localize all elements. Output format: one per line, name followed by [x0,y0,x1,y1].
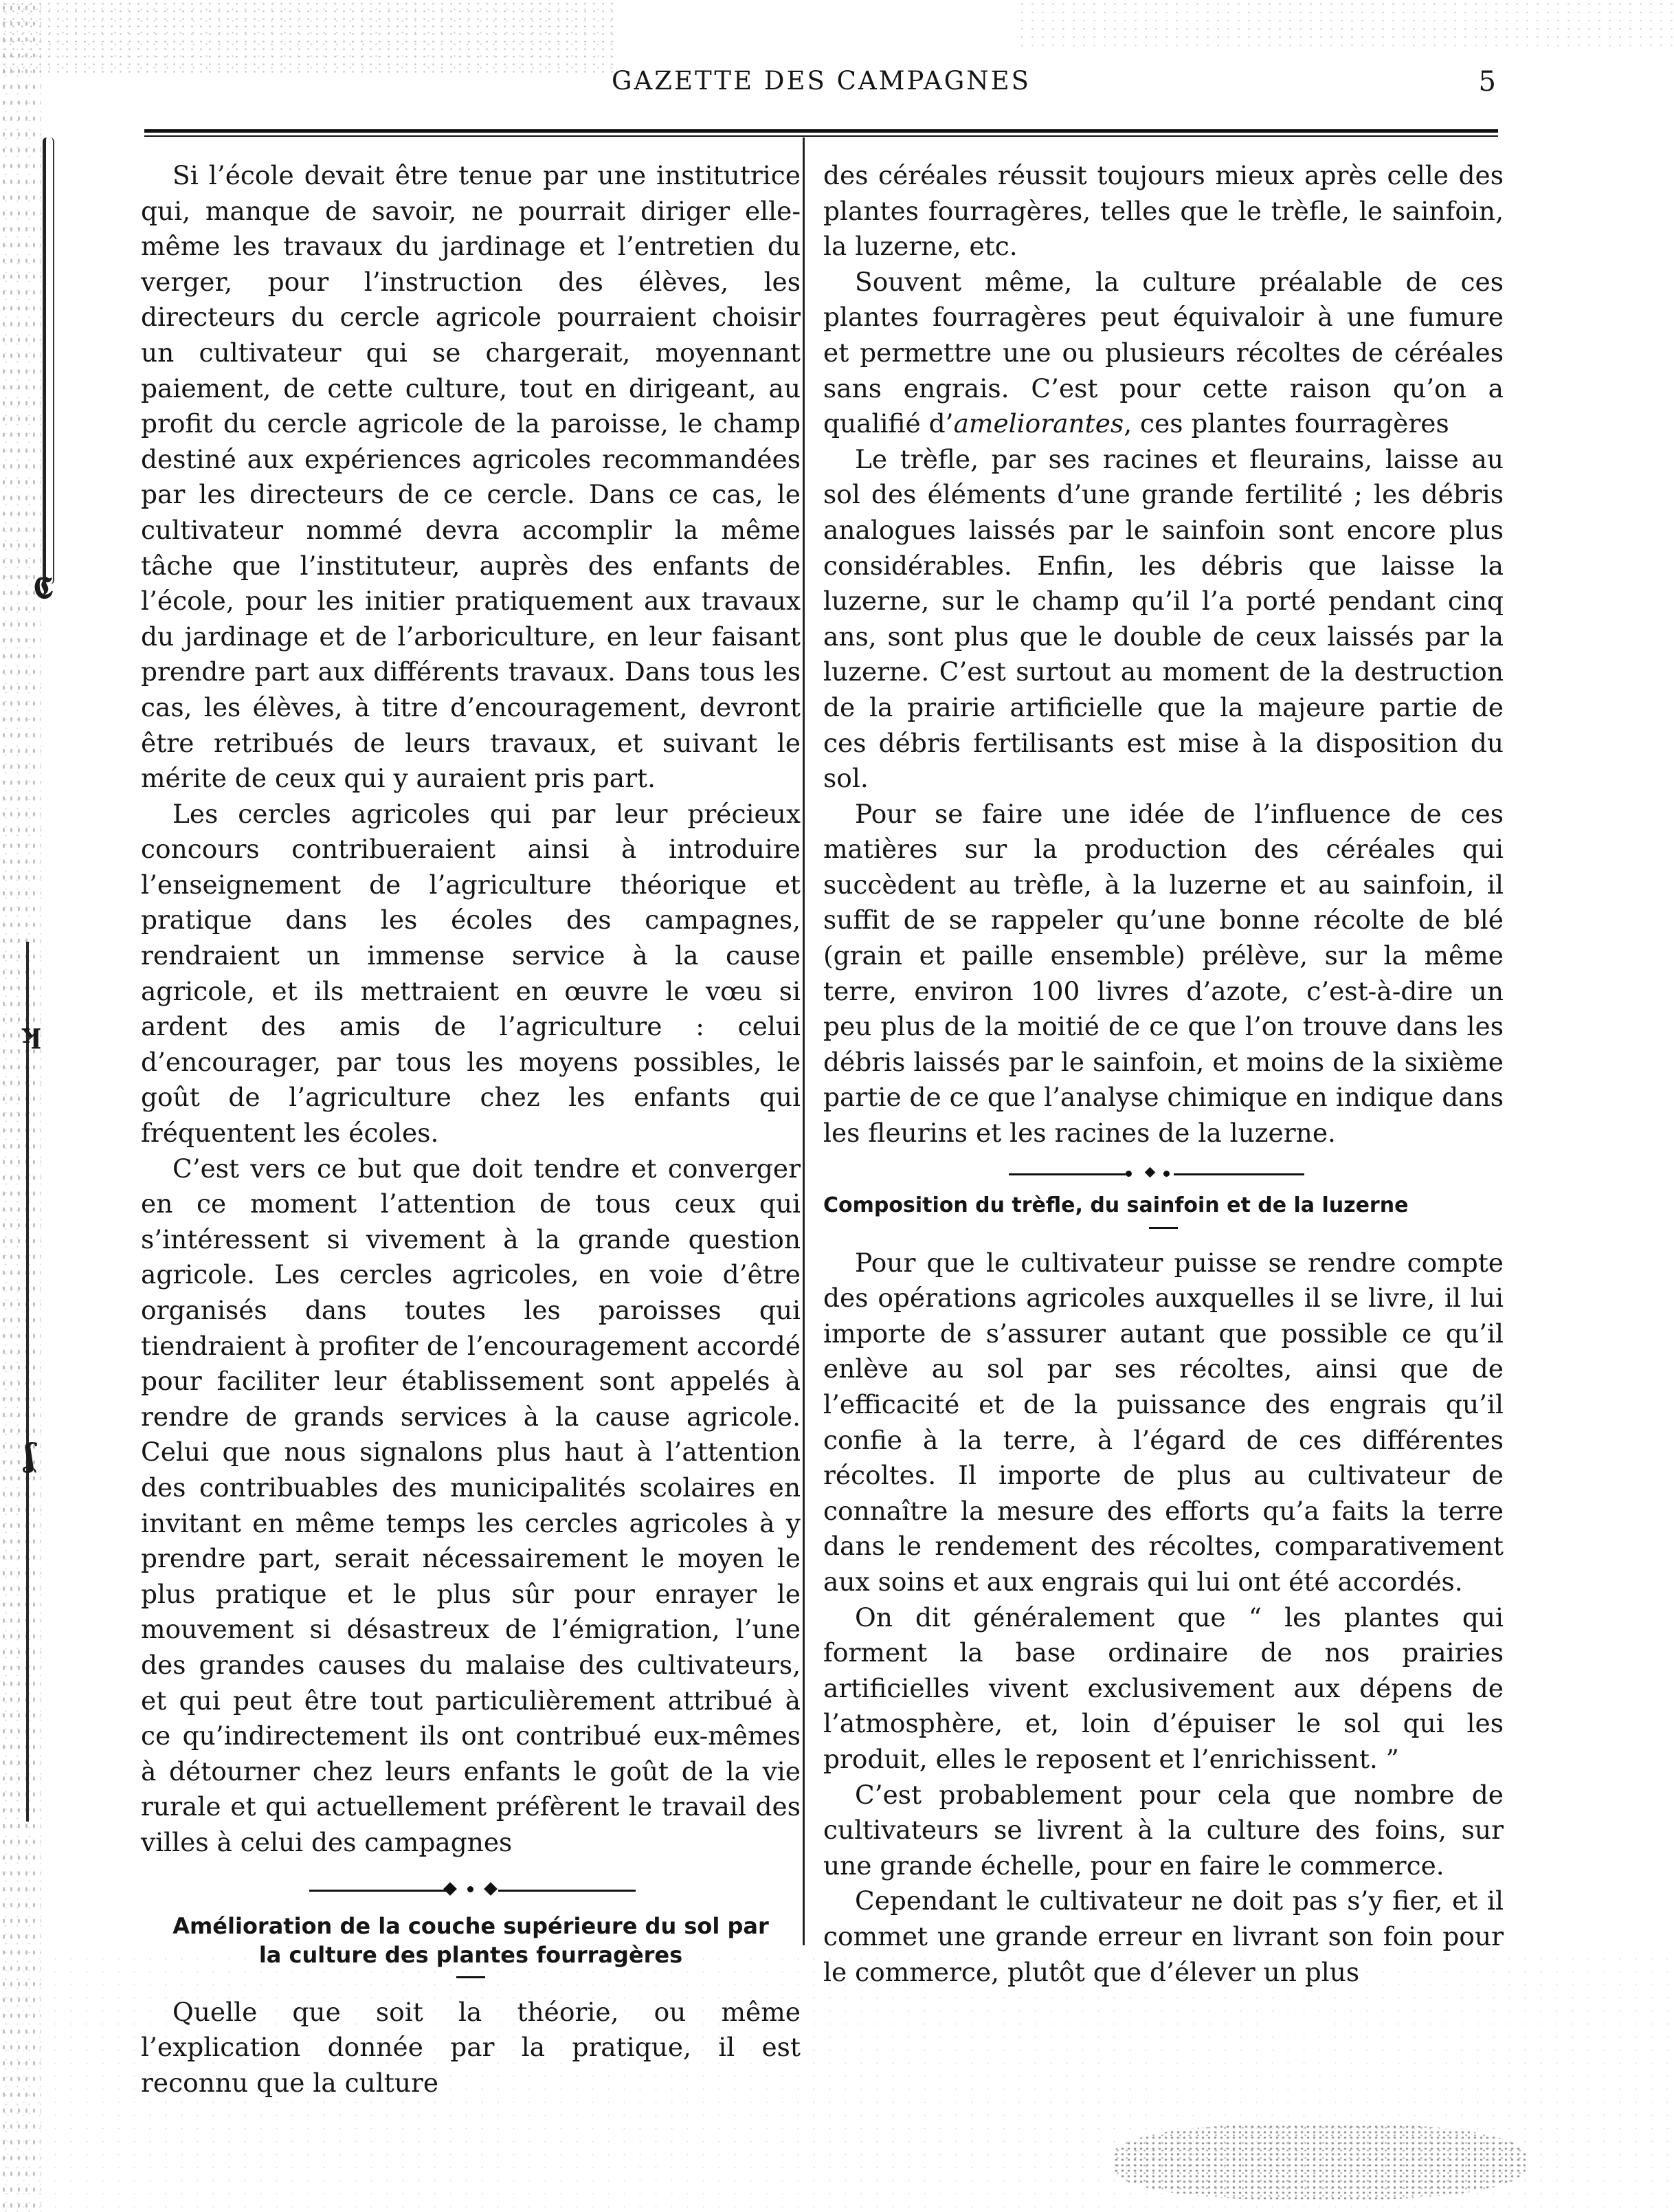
article-paragraph: C’est vers ce but que doit tendre et converger en ce moment l’attention de tous ceux qui s’intéressent si vivement à la grande question agricole. Les cercles agricoles, en voie d’être organisés dans toutes les paroisses qui tiendraient à profiter de l’encouragement accordé pour faciliter leur établissement sont appelés à rendre de grands services à la cause agricole. Celui que nous signalons plus haut à l’attention des contribuables des municipalités scolaires en invitant en même temps les cercles agricoles à y prendre part, serait nécessairement le moyen le plus pratique et le plus sûr pour enrayer le mouvement si désastreux de l’émigration, l’une des grandes causes du malaise des cultivateurs, et qui peut être tout particulièrement attribué à ce qu’indirectement ils ont contribué eux-mêmes à détourner chez leurs enfants le goût de la vie rurale et qui actuellement préfèrent le travail des villes à celui des campagnes [141,1153,801,1857]
margin-glyph-mark: ʆ [25,1437,36,1474]
article-paragraph: C’est probablement pour cela que nombre de cultivateurs se livrent à la culture des foins, sur une grande échelle, pour en faire le commerce. [823,1779,1504,1881]
margin-glyph-mark: ʞ [21,1017,41,1050]
paragraph-text: Souvent même, la culture préalable de ces plantes fourragères peut équivaloir à une fumure et permettre une ou plusieurs récoltes de céréales sans engrais. C’est pour cette raison qu’on a qualifié d’ [823,266,1504,439]
section-title: Composition du trèfle, du sainfoin et de la luzerne [823,1193,1409,1217]
article-paragraph-continued: des céréales réussit toujours mieux après celle des plantes fourragères, telles que le trèfle, le sainfoin, la luzerne, etc. [823,160,1504,262]
print-speckle-left-edge [0,0,41,2212]
margin-glyph-mark: 𝕮 [33,571,54,606]
print-speckle-top-left [0,0,618,76]
ink-blot [1113,2124,1526,2200]
section-ornament-divider [823,1158,1504,1191]
paragraph-text: , ces plantes fourragères [1124,408,1449,439]
article-paragraph: Si l’école devait être tenue par une institutrice qui, manque de savoir, ne pourrait diriger elle-même les travaux du jardinage et l’entretien du verger, pour l’instruction des élèves, les directeurs du cercle agricole pourraient choisir un cultivateur qui se chargerait, moyennant paiement, de cette culture, tout en dirigeant, au profit du cercle agricole de la paroisse, le champ destiné aux expériences agricoles recommandées par les directeurs de ce cercle. Dans ce cas, le cultivateur nommé devra accomplir la même tâche que l’instituteur, auprès des enfants de l’école, pour les initier pratiquement aux travaux du jardinage et de l’arboriculture, en leur faisant prendre part aux différents travaux. Dans tous les cas, les élèves, à titre d’encouragement, devront être retribués de leurs travaux, et suivant le mérite de ceux qui y auraient pris part. [141,160,801,794]
right-column [823,158,1504,1987]
article-paragraph: Quelle que soit la théorie, ou même l’explication donnée par la pratique, il est reconnu que la culture [141,1996,801,2098]
section-title [141,1912,801,1969]
article-paragraph: On dit généralement que “ les plantes qui forment la base ordinaire de nos prairies artificielles vivent exclusivement aux dépens de l’atmosphère, et, loin d’épuiser le sol qui les produit, elles le reposent et l’enrichissent. ” [823,1602,1504,1774]
header-rule-thick [144,129,1498,133]
binding-bracket-mark [43,137,54,584]
column-divider [803,137,805,1945]
article-paragraph: Cependant le cultivateur ne doit pas s’y fier, et il commet une grande erreur en livrant son foin pour le commerce, plutôt que d’élever un plus [823,1885,1504,1987]
left-column [141,158,801,2098]
page-header [144,66,1498,107]
print-speckle-top-right [1017,0,1674,48]
section-ornament-divider [141,1870,801,1912]
article-paragraph: Les cercles agricoles qui par leur précieux concours contribueraient ainsi à introduire l’enseignement de l’agriculture théorique et pratique dans les écoles des campagnes, rendraient un immense service à la cause agricole, et ils mettraient en œuvre le vœu si ardent des amis de l’agriculture : celui d’encourager, par tous les moyens possibles, le goût de l’agriculture chez les enfants qui fréquentent les écoles. [141,798,801,1149]
article-paragraph: Pour se faire une idée de l’influence de ces matières sur la production des céréales qui succèdent au trèfle, à la luzerne et au sainfoin, il suffit de se rappeler qu’une bonne récolte de blé (grain et paille ensemble) prélève, sur la même terre, environ 100 livres d’azote, c’est-à-dire un peu plus de la moitié de ce que l’on trouve dans les débris laissés par le sainfoin, et moins de la sixième partie de ce que l’analyse chimique en indique dans les fleurins et les racines de la luzerne. [823,798,1504,1149]
section-title-line: Amélioration de la couche supérieure du sol par [172,1912,769,1939]
short-rule [1149,1227,1178,1229]
section-title-line: la culture des plantes fourragères [258,1941,683,1968]
article-paragraph: Le trèfle, par ses racines et fleurains, laisse au sol des éléments d’une grande fertilité ; les débris analogues laissés par le sainfoin sont encore plus considérables. Enfin, les débris que laisse la luzerne, sur le champ qu’il l’a porté pendant cinq ans, sont plus que le double de ceux laissés par la luzerne. C’est surtout au moment de la destruction de la prairie artificielle que la majeure partie de ces débris fertilisants est mise à la disposition du sol. [823,443,1504,794]
binding-line-mark [26,942,32,1822]
gazette-title: GAZETTE DES CAMPAGNES [611,66,1031,96]
header-rule-thin [144,135,1498,137]
short-rule [456,1976,485,1978]
italic-term: ameliorantes [953,408,1124,439]
page-number: 5 [1478,66,1498,98]
article-paragraph: Pour que le cultivateur puisse se rendre compte des opérations agricoles auxquelles il se livre, il lui importe de s’assurer autant que possible ce qu’il enlève au sol par ses récoltes, ainsi que de l’efficacité et de la puissance des engrais qu’il confie à la terre, à l’égard de ces différentes récoltes. Il importe de plus au cultivateur de connaître la mesure des efforts qu’a faits la terre dans le rendement des récoltes, comparativement aux soins et aux engrais qui lui ont été accordés. [823,1247,1504,1597]
article-paragraph [823,265,1504,442]
